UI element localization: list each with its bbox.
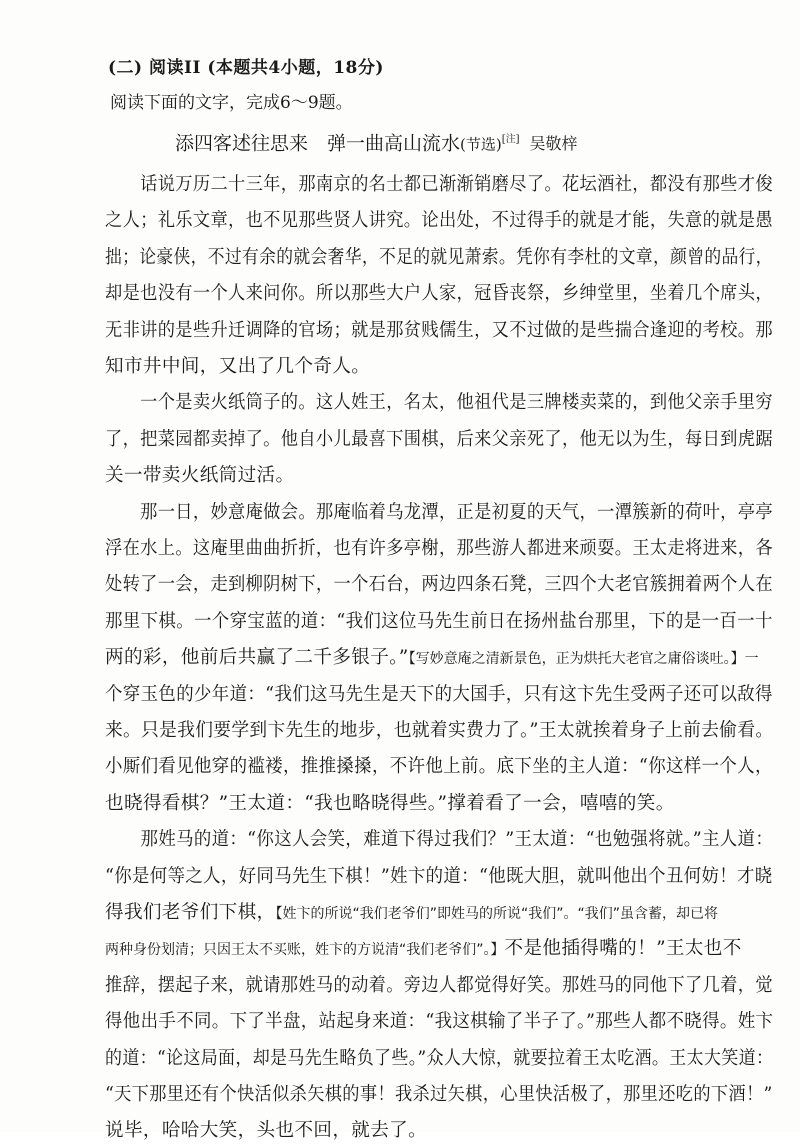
body-line — [105, 863, 773, 891]
body-line-text: 那里下棋。一个穿宝蓝的道：“我们这位马先生前日在扬州盐台那里，下的是一百一十 — [105, 610, 773, 632]
body-line-text: 浮在水上。这庵里曲曲折折，也有许多亭榭，那些游人都进来顽耍。王太走将进来，各 — [105, 538, 773, 559]
body-line-text: 处转了一会，走到柳阴树下，一个石台，两边四条石凳，三四个大老官簇拥着两个人在 — [105, 574, 773, 596]
body-line-text: 关一带卖火纸筒过活。 — [105, 465, 295, 487]
body-line-text: 那姓马的道：“你这人会笑，难道下得过我们？”王太道：“也勉强将就。”主人道： — [105, 829, 774, 851]
body-line — [105, 1008, 774, 1036]
body-line — [105, 353, 770, 381]
body-line-text: 两的彩，他前后共赢了二千多银子。” — [105, 647, 409, 669]
body-line-text: 之人；礼乐文章，也不见那些贤人讲究。论出处，不过得手的就是才能，失意的就是愚 — [105, 210, 773, 232]
body-line-text: 话说万历二十三年，那南京的名士都已渐渐销磨尽了。花坛酒社，都没有那些才俊 — [105, 174, 773, 195]
body-line-text: 无非讲的是些升迁调降的官场；就是那贫贱儒生，又不过做的是些揣合逢迎的考校。那 — [105, 319, 773, 341]
annotation-note: 【姓卞的所说“我们老爷们”即姓马的所说“我们”。“我们”虽含蓄，却已将 — [275, 906, 719, 922]
body-line — [105, 1081, 773, 1109]
body-line — [105, 681, 773, 709]
body-line-tail: 不是他插得嘴的！”王太也不 — [504, 938, 742, 960]
body-line — [105, 499, 773, 527]
body-line-text: 推辞，摆起子来，就请那姓马的动着。旁边人都觉得好笑。那姓马的同他下了几着，觉 — [105, 974, 773, 996]
body-line — [105, 608, 773, 636]
body-line — [105, 462, 770, 490]
body-line-text: 却是也没有一个人来问你。所以那些大户人家，冠昏丧祭，乡绅堂里，坐着几个席头， — [105, 283, 773, 305]
body-line-text: 小厮们看见他穿的褴褛，推推搡搡，不许他上前。底下坐的主人道：“你这样一个人， — [105, 756, 773, 778]
body-line-text: 个穿玉色的少年道：“我们这马先生是天下的大国手，只有这卞先生受两子还可以敌得 — [105, 683, 773, 705]
body-line-text: 得我们老爷们下棋， — [105, 902, 276, 923]
body-line — [105, 171, 773, 199]
body-line-text: 得他出手不同。下了半盘，站起身来道：“我这棋输了半子了。”那些人都不晓得。姓卞 — [105, 1011, 774, 1033]
body-line — [105, 317, 773, 345]
body-line — [105, 1045, 774, 1073]
body-line — [105, 426, 773, 454]
body-line — [105, 935, 770, 964]
article-subtitle: (节选) — [460, 135, 502, 154]
body-line-text: 知市井中间，又出了几个奇人。 — [105, 356, 371, 377]
body-line — [105, 571, 773, 599]
footnote-mark: [注] — [501, 134, 520, 145]
body-line-text: “天下那里还有个快活似杀矢棋的事！我杀过矢棋，心里快活极了，那里还吃的下酒！” — [105, 1084, 773, 1105]
section-title: (二) 阅读II (本题共4小题，18分) — [108, 58, 384, 78]
annotation-note: 【写妙意庵之清新景色，正为烘托大老官之庸俗谈吐。】一 — [408, 651, 759, 668]
author-name: 吴敬梓 — [529, 134, 578, 154]
body-line-text: 来。只是我们要学到卞先生的地步，也就着实费力了。”王太就挨着身子上前去偷看。 — [105, 720, 774, 741]
body-line — [105, 790, 770, 818]
body-line — [105, 717, 774, 745]
body-line-text: 拙；论豪侠，不过有余的就会奢华，不足的就见萧索。凭你有李杜的文章，颜曾的品行， — [105, 246, 773, 268]
body-line — [105, 826, 774, 854]
body-line-text: 的道：“论这局面，却是马先生略负了些。”众人大惊，就要拉着王太吃酒。王太大笑道： — [105, 1047, 774, 1069]
body-line — [105, 280, 773, 308]
body-line — [105, 535, 773, 563]
annotation-note: 两种身份划清；只因王太不买账，姓卞的方说清“我们老爷们”。】 — [105, 942, 505, 959]
article-title — [175, 127, 578, 157]
body-line — [105, 389, 773, 417]
body-line — [105, 972, 773, 1000]
body-line-text: 一个是卖火纸筒子的。这人姓王，名太，他祖代是三牌楼卖菜的，到他父亲手里穷 — [105, 392, 773, 414]
body-line — [105, 753, 773, 781]
instruction-text: 阅读下面的文字，完成6～9题。 — [110, 93, 353, 113]
body-line-text: 了，把菜园都卖掉了。他自小儿最喜下围棋，后来父亲死了，他无以为生，每日到虎踞 — [105, 428, 773, 450]
body-line-text: 说毕，哈哈大笑，头也不回，就去了。 — [105, 1120, 428, 1142]
body-line-text: 那一日，妙意庵做会。那庵临着乌龙潭，正是初夏的天气，一潭簇新的荷叶，亭亭 — [105, 501, 773, 523]
article-title-main: 添四客述往思来 弹一曲高山流水 — [175, 132, 461, 155]
body-line — [105, 644, 770, 673]
body-line-text: “你是何等之人，好同马先生下棋！”姓卞的道：“他既大胆，就叫他出个丑何妨！才晓 — [105, 865, 773, 887]
body-line — [105, 207, 773, 235]
body-line — [105, 1117, 770, 1145]
body-line — [105, 244, 773, 272]
body-line-text: 也晓得看棋？”王太道：“我也略晓得些。”撑着看了一会，嘻嘻的笑。 — [105, 792, 675, 814]
body-line — [105, 899, 770, 928]
